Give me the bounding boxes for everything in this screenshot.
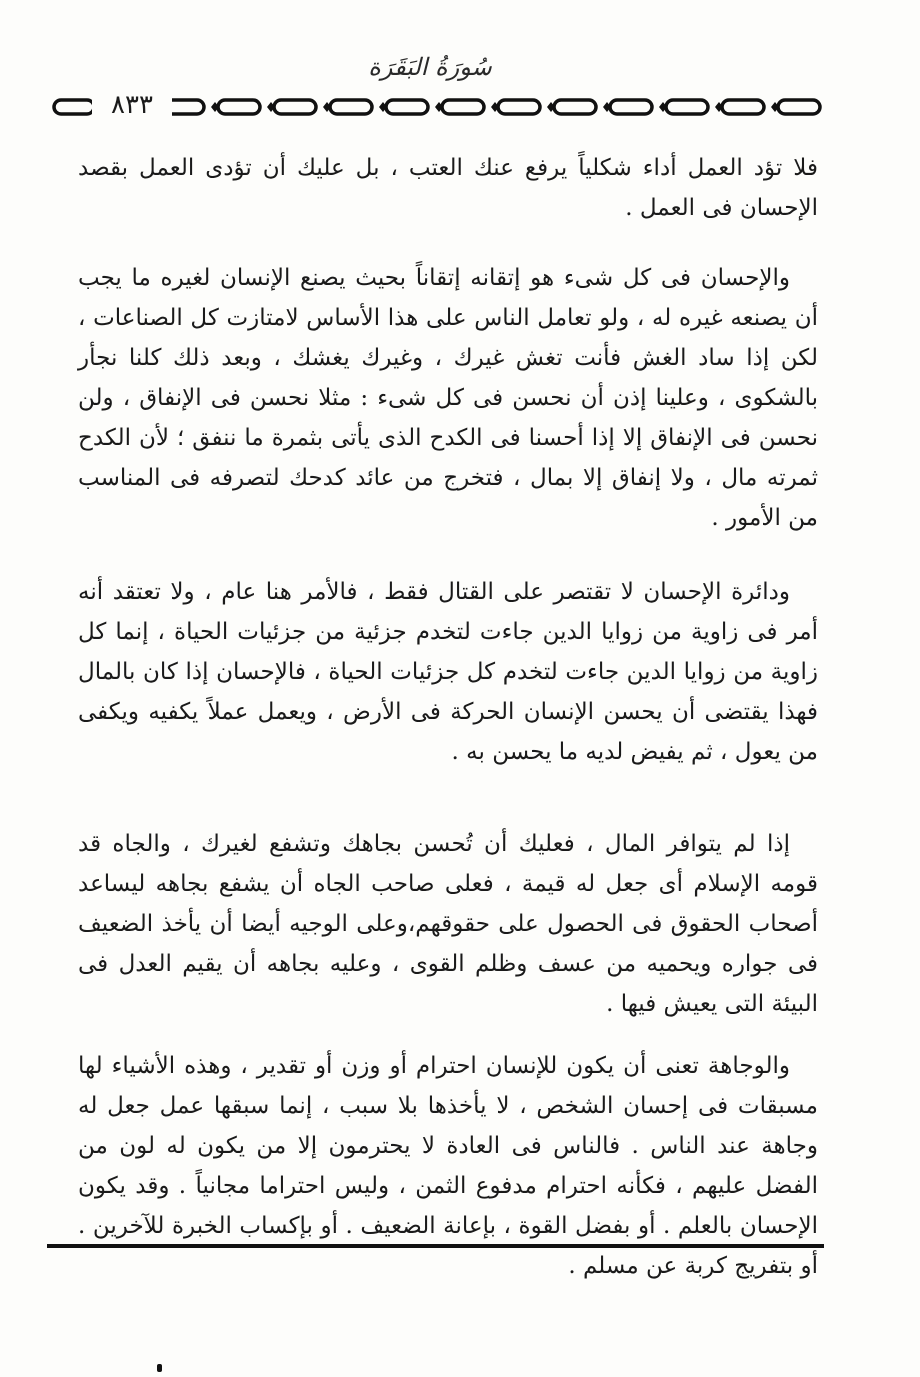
- paragraph: إذا لم يتوافر المال ، فعليك أن تُحسن بجاهك وتشفع لغيرك ، والجاه قد قومه الإسلام أى جعل له قيمة ، فعلى صاحب الجاه أن يشفع بجاهه ليساعد أصحاب الحقوق فى الحصول على حقوقهم،وعلى الوجيه أيضا أن يأخذ الضعيف فى جواره ويحميه من عسف وظلم القوى ، وعليه بجاهه أن يقيم العدل فى البيئة التى يعيش فيها .: [78, 831, 818, 1017]
- paragraph: ودائرة الإحسان لا تقتصر على القتال فقط ، فالأمر هنا عام ، ولا تعتقد أنه أمر فى زاوية من زوايا الدين جاءت لتخدم جزئية من جزئيات الحياة ، إنما كل زاوية من زوايا الدين جاءت لتخدم كل جزئيات الحياة ، فالإحسان إذا كان بالمال فهذا يقتضى أن يحسن الإنسان الحركة فى الأرض ، ويعمل عملاً يكفيه ويكفى من يعول ، ثم يفيض لديه ما يحسن به .: [78, 579, 818, 765]
- paragraph: والوجاهة تعنى أن يكون للإنسان احترام أو وزن أو تقدير ، وهذه الأشياء لها مسبقات فى إحسان الشخص ، لا يأخذها بلا سبب ، إنما سبقها عمل جعل له وجاهة عند الناس . فالناس فى العادة لا يحترمون إلا من يكون له لون من الفضل عليهم ، فكأنه احترام مدفوع الثمن ، وليس احتراما مجانياً . وقد يكون الإحسان بالعلم . أو بفضل القوة ، بإعانة الضعيف . أو بإكساب الخبرة للآخرين . أو بتفريج كربة عن مسلم .: [78, 1053, 818, 1279]
- scan-mark: [157, 1364, 162, 1372]
- paragraph: فلا تؤد العمل أداء شكلياً يرفع عنك العتب ، بل عليك أن تؤدى العمل بقصد الإحسان فى العمل .: [78, 155, 818, 221]
- footer-divider: [47, 1244, 824, 1248]
- page-number: ٨٣٣: [92, 90, 172, 120]
- surah-title: سُورَةُ البَقَرَة: [368, 53, 492, 81]
- paragraph: والإحسان فى كل شىء هو إتقانه إتقاناً بحيث يصنع الإنسان لغيره ما يجب أن يصنعه غيره له ، ولو تعامل الناس على هذا الأساس لامتازت كل الصناعات ، لكن إذا ساد الغش فأنت تغش غيرك ، وغيرك يغشك ، وبعد ذلك كلنا نجأر بالشكوى ، وعلينا إذن أن نحسن فى كل شىء : مثلا نحسن فى الإنفاق ، ولن نحسن فى الإنفاق إلا إذا أحسنا فى الكدح الذى يأتى بثمرة ما ننفق ؛ لأن الكدح ثمرته مال ، ولا إنفاق إلا بمال ، فتخرج من عائد كدحك لتصرفه فى المناسب من الأمور .: [78, 265, 818, 531]
- page-body: [78, 148, 818, 1286]
